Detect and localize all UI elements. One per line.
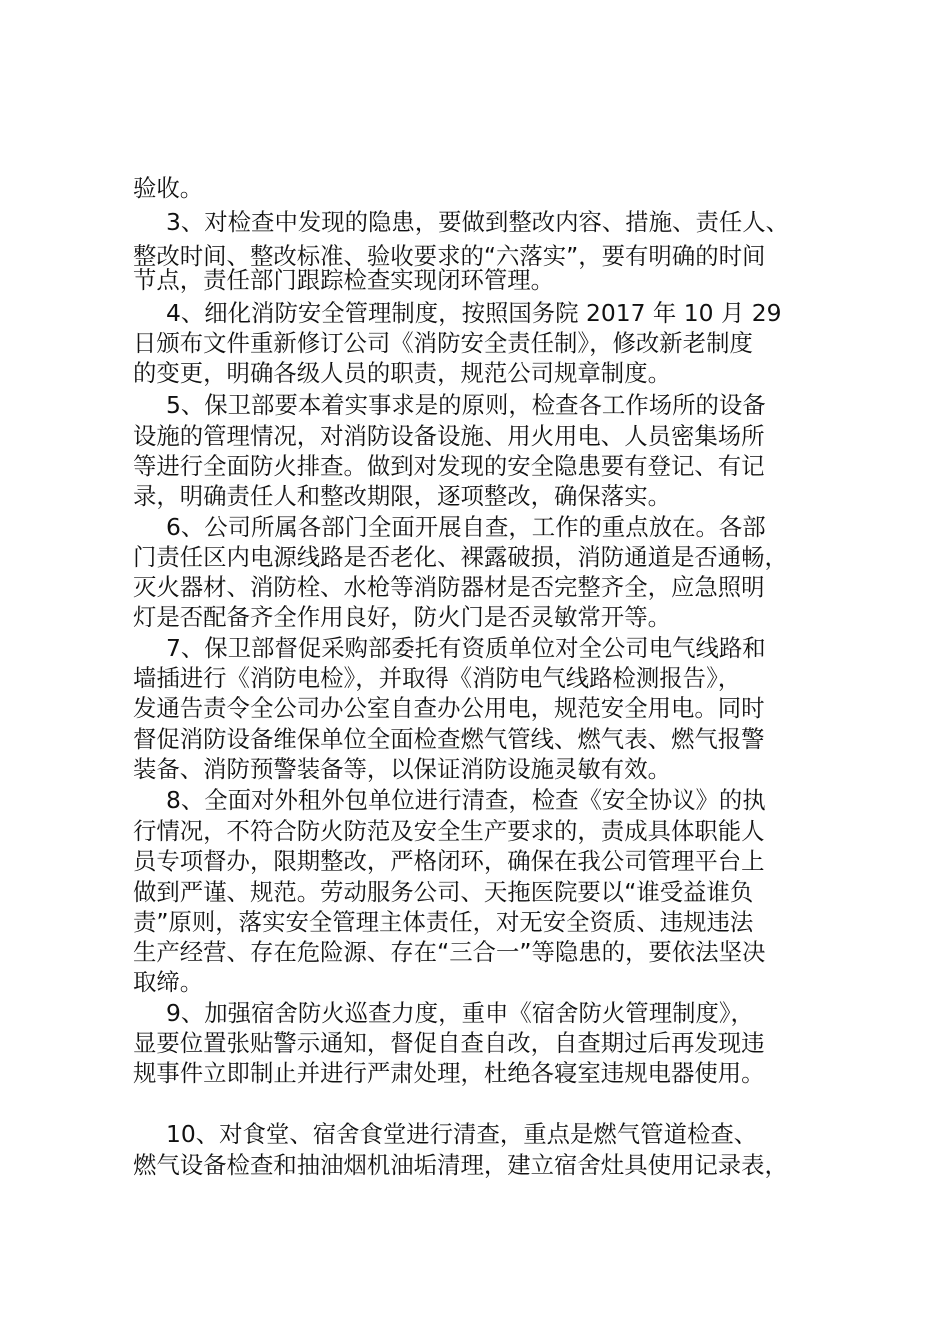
text-line: 10、对食堂、宿舍食堂进行清查，重点是燃气管道检查、 [166, 1120, 758, 1148]
text-line: 规事件立即制止并进行严肃处理，杜绝各寝室违规电器使用。 [133, 1059, 765, 1087]
text-line: 做到严谨、规范。劳动服务公司、天拖医院要以“谁受益谁负 [133, 878, 754, 906]
text-line: 的变更，明确各级人员的职责，规范公司规章制度。 [133, 359, 671, 387]
text-line: 3、对检查中发现的隐患，要做到整改内容、措施、责任人、 [166, 208, 790, 236]
text-line: 灭火器材、消防栓、水枪等消防器材是否完整齐全，应急照明 [133, 573, 765, 601]
text-line: 验收。 [133, 174, 204, 202]
text-line: 装备、消防预警装备等，以保证消防设施灵敏有效。 [133, 755, 671, 783]
text-line: 5、保卫部要本着实事求是的原则，检查各工作场所的设备 [166, 391, 766, 419]
text-line: 取缔。 [133, 968, 204, 996]
text-line: 发通告责令全公司办公室自查办公用电，规范安全用电。同时 [133, 694, 765, 722]
text-line: 录，明确责任人和整改期限，逐项整改，确保落实。 [133, 482, 671, 510]
text-line: 生产经营、存在危险源、存在“三合一”等隐患的，要依法坚决 [133, 938, 766, 966]
text-line: 显要位置张贴警示通知，督促自查自改，自查期过后再发现违 [133, 1029, 765, 1057]
text-line: 8、全面对外租外包单位进行清查，检查《安全协议》的执 [166, 786, 766, 814]
text-line: 节点，责任部门跟踪检查实现闭环管理。 [133, 266, 555, 294]
text-line: 燃气设备检查和抽油烟机油垢清理，建立宿舍灶具使用记录表， [133, 1151, 788, 1179]
text-line: 灯是否配备齐全作用良好，防火门是否灵敏常开等。 [133, 603, 671, 631]
text-line: 9、加强宿舍防火巡查力度，重申《宿舍防火管理制度》， [166, 999, 754, 1027]
text-line: 员专项督办，限期整改，严格闭环，确保在我公司管理平台上 [133, 847, 765, 875]
text-line: 墙插进行《消防电检》，并取得《消防电气线路检测报告》， [133, 664, 742, 692]
text-line: 行情况，不符合防火防范及安全生产要求的，责成具体职能人 [133, 817, 765, 845]
text-line: 督促消防设备维保单位全面检查燃气管线、燃气表、燃气报警 [133, 725, 765, 753]
text-line: 等进行全面防火排查。做到对发现的安全隐患要有登记、有记 [133, 452, 765, 480]
text-line: 6、公司所属各部门全面开展自查，工作的重点放在。各部 [166, 513, 766, 541]
text-line: 设施的管理情况，对消防设备设施、用火用电、人员密集场所 [133, 422, 765, 450]
text-line: 4、细化消防安全管理制度，按照国务院 2017 年 10 月 29 [166, 299, 782, 327]
text-line: 7、保卫部督促采购部委托有资质单位对全公司电气线路和 [166, 634, 766, 662]
text-line: 责”原则，落实安全管理主体责任，对无安全资质、违规违法 [133, 908, 754, 936]
text-line: 日颁布文件重新修订公司《消防安全责任制》，修改新老制度 [133, 329, 753, 357]
text-line: 整改时间、整改标准、验收要求的“六落实”，要有明确的时间 [133, 242, 766, 270]
text-line: 门责任区内电源线路是否老化、裸露破损，消防通道是否通畅， [133, 543, 788, 571]
